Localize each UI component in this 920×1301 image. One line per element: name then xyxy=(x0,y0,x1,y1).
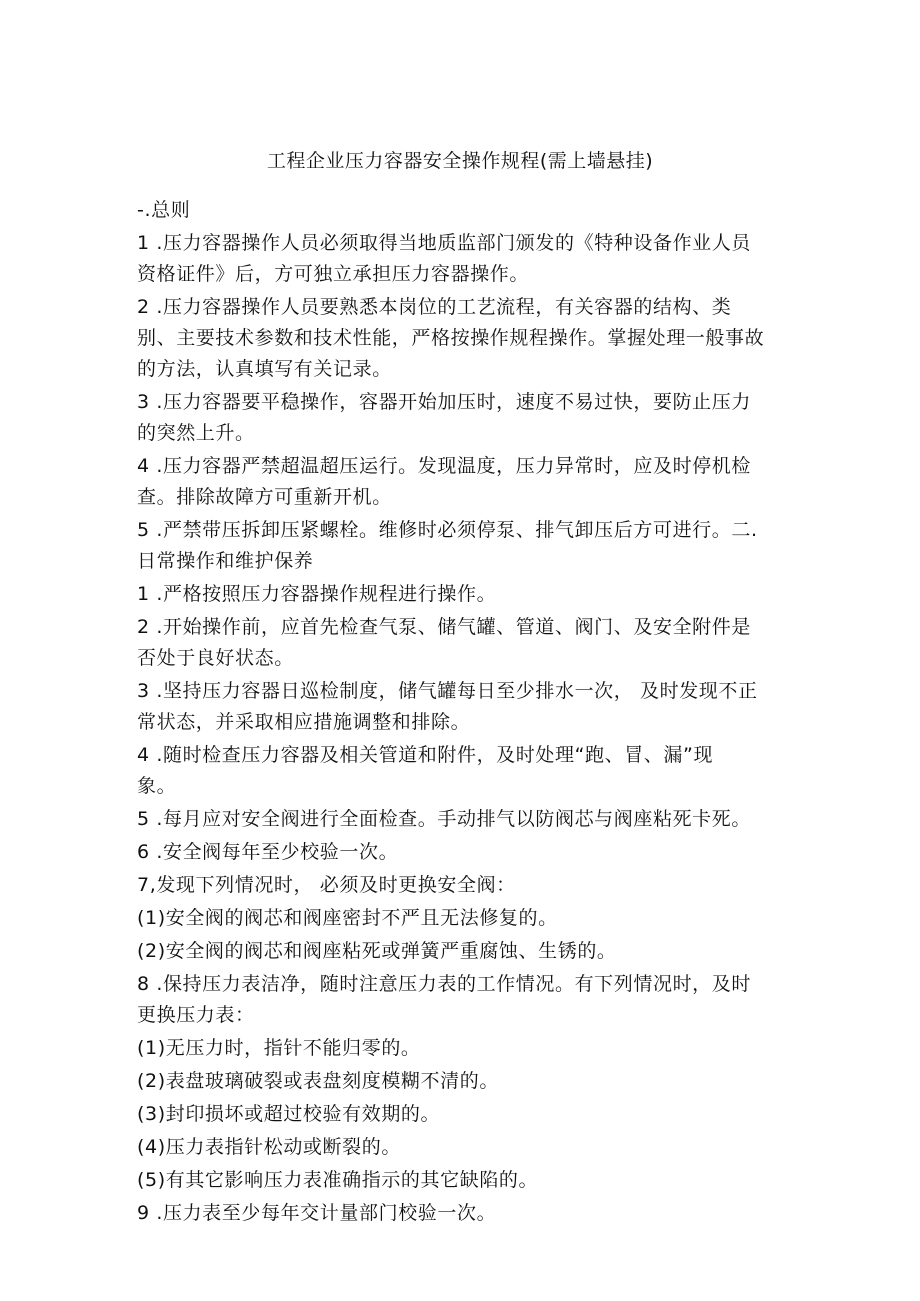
text-line: 4 .随时检查压力容器及相关管道和附件，及时处理“跑、冒、漏”现 xyxy=(137,744,714,766)
text-line: 更换压力表： xyxy=(137,1004,255,1026)
text-line: 8 .保持压力表洁净，随时注意压力表的工作情况。有下列情况时，及时 xyxy=(137,973,751,995)
text-line: 否处于良好状态。 xyxy=(137,647,294,669)
text-line: 5 .每月应对安全阀进行全面检查。手动排气以防阀芯与阀座粘死卡死。 xyxy=(137,808,751,830)
text-line: 4 .压力容器严禁超温超压运行。发现温度，压力异常时，应及时停机检 xyxy=(137,455,751,477)
text-line: 9 .压力表至少每年交计量部门校验一次。 xyxy=(137,1202,497,1224)
text-line: 2 .压力容器操作人员要熟悉本岗位的工艺流程，有关容器的结构、类 xyxy=(137,296,732,318)
text-line: 7,发现下列情况时， 必须及时更换安全阀： xyxy=(137,874,516,896)
text-line: 5 .严禁带压拆卸压紧螺栓。维修时必须停泵、排气卸压后方可进行。二. xyxy=(137,519,758,541)
text-line: 常状态，并采取相应措施调整和排除。 xyxy=(137,711,471,733)
text-line: (2)安全阀的阀芯和阀座粘死或弹簧严重腐蚀、生锈的。 xyxy=(137,940,617,962)
text-line: 3 .压力容器要平稳操作，容器开始加压时，速度不易过快，要防止压力 xyxy=(137,391,751,413)
text-line: 象。 xyxy=(137,775,177,797)
text-line: (1)无压力时，指针不能归零的。 xyxy=(137,1037,421,1059)
text-line: 2 .开始操作前，应首先检查气泵、储气罐、管道、阀门、及安全附件是 xyxy=(137,616,751,638)
text-line: (1)安全阀的阀芯和阀座密封不严且无法修复的。 xyxy=(137,907,558,929)
page-title: 工程企业压力容器安全操作规程(需上墙悬挂) xyxy=(266,150,654,172)
text-line: 1 .压力容器操作人员必须取得当地质监部门颁发的《特种设备作业人员 xyxy=(137,232,751,254)
text-line: (5)有其它影响压力表准确指示的其它缺陷的。 xyxy=(137,1169,539,1191)
text-line: (2)表盘玻璃破裂或表盘刻度模糊不清的。 xyxy=(137,1070,499,1092)
text-line: 资格证件》后，方可独立承担压力容器操作。 xyxy=(137,263,530,285)
text-line: (4)压力表指针松动或断裂的。 xyxy=(137,1136,401,1158)
text-line: 的方法，认真填写有关记录。 xyxy=(137,358,392,380)
text-line: 别、主要技术参数和技术性能，严格按操作规程操作。掌握处理一般事故 xyxy=(137,327,765,349)
text-line: 1 .严格按照压力容器操作规程进行操作。 xyxy=(137,583,497,605)
document-body xyxy=(137,195,787,1229)
text-line: 6 .安全阀每年至少校验一次。 xyxy=(137,841,399,863)
text-line: 3 .坚持压力容器日巡检制度，储气罐每日至少排水一次， 及时发现不正 xyxy=(137,680,758,702)
text-line: (3)封印损坏或超过校验有效期的。 xyxy=(137,1103,441,1125)
text-line: 日常操作和维护保养 xyxy=(137,550,314,572)
text-line: 查。排除故障方可重新开机。 xyxy=(137,486,392,508)
text-line: -.总则 xyxy=(137,199,191,221)
text-line: 的突然上升。 xyxy=(137,422,255,444)
